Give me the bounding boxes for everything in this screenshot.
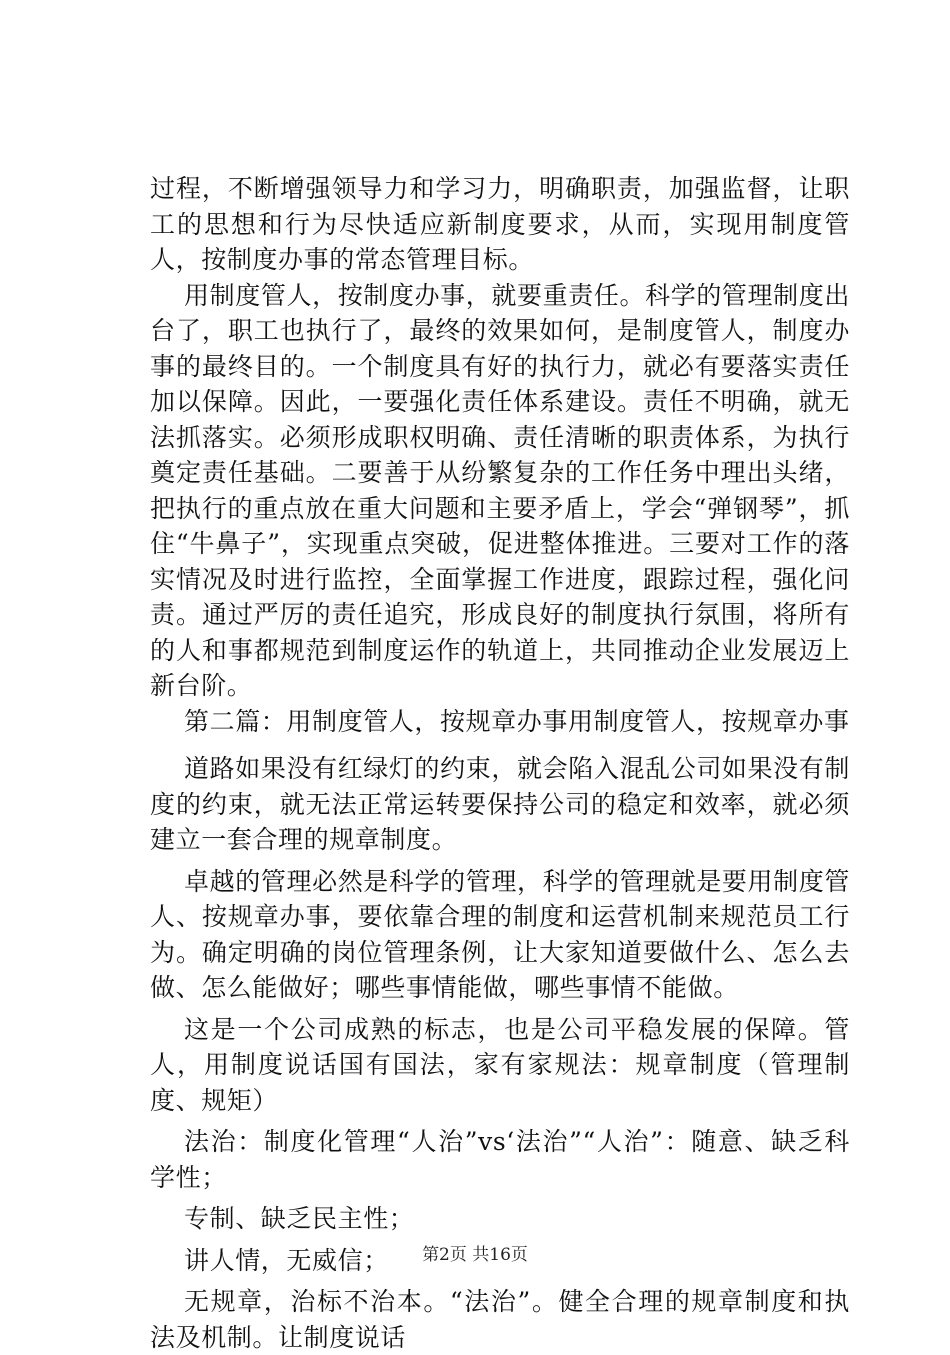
- paragraph-8: 讲人情，无威信；: [184, 1245, 389, 1275]
- page-footer: 第2页 共16页: [422, 1245, 528, 1265]
- paragraph-2: 用制度管人，按制度办事，就要重责任。科学的管理制度出台了，职工也执行了，最终的效果如何，是制度管人，制度办事的最终目的。一个制度具有好的执行力，就必有要落实责任加以保障。因此，一要强化责任体系建设。责任不明确，就无法抓落实。必须形成职权明确、责任清晰的职责体系，为执行奠定责任基础。二要善于从纷繁复杂的工作任务中理出头绪，把执行的重点放在重大问题和主要矛盾上，学会“弹钢琴”，抓住“牛鼻子”，实现重点突破，促进整体推进。三要对工作的落实情况及时进行监控，全面掌握工作进度，跟踪过程，强化问责。通过严厉的责任追究，形成良好的制度执行氛围，将所有的人和事都规范到制度运作的轨道上，共同推动企业发展迈上新台阶。: [150, 280, 850, 700]
- paragraph-9: 无规章，治标不治本。“法治”。健全合理的规章制度和执法及机制。让制度说话: [150, 1287, 850, 1352]
- paragraph-4: 卓越的管理必然是科学的管理，科学的管理就是要用制度管人、按规章办事，要依靠合理的制度和运营机制来规范员工行为。确定明确的岗位管理条例，让大家知道要做什么、怎么去做、怎么能做好；哪些事情能做，哪些事情不能做。: [150, 866, 850, 1002]
- paragraph-1: 过程，不断增强领导力和学习力，明确职责，加强监督，让职工的思想和行为尽快适应新制度要求，从而，实现用制度管人，按制度办事的常态管理目标。: [150, 174, 850, 274]
- paragraph-6: 法治：制度化管理“人治”vs‘法治”“人治”：随意、缺乏科学性；: [150, 1127, 850, 1192]
- paragraph-3: 道路如果没有红绿灯的约束，就会陷入混乱公司如果没有制度的约束，就无法正常运转要保持公司的稳定和效率，就必须建立一套合理的规章制度。: [150, 754, 850, 854]
- paragraph-7: 专制、缺乏民主性；: [184, 1204, 415, 1233]
- section-heading: 第二篇：用制度管人，按规章办事用制度管人，按规章办事: [184, 706, 850, 736]
- document-body: [150, 171, 850, 1355]
- paragraph-5: 这是一个公司成熟的标志，也是公司平稳发展的保障。管人，用制度说话国有国法，家有家规法：规章制度（管理制度、规矩）: [150, 1014, 850, 1115]
